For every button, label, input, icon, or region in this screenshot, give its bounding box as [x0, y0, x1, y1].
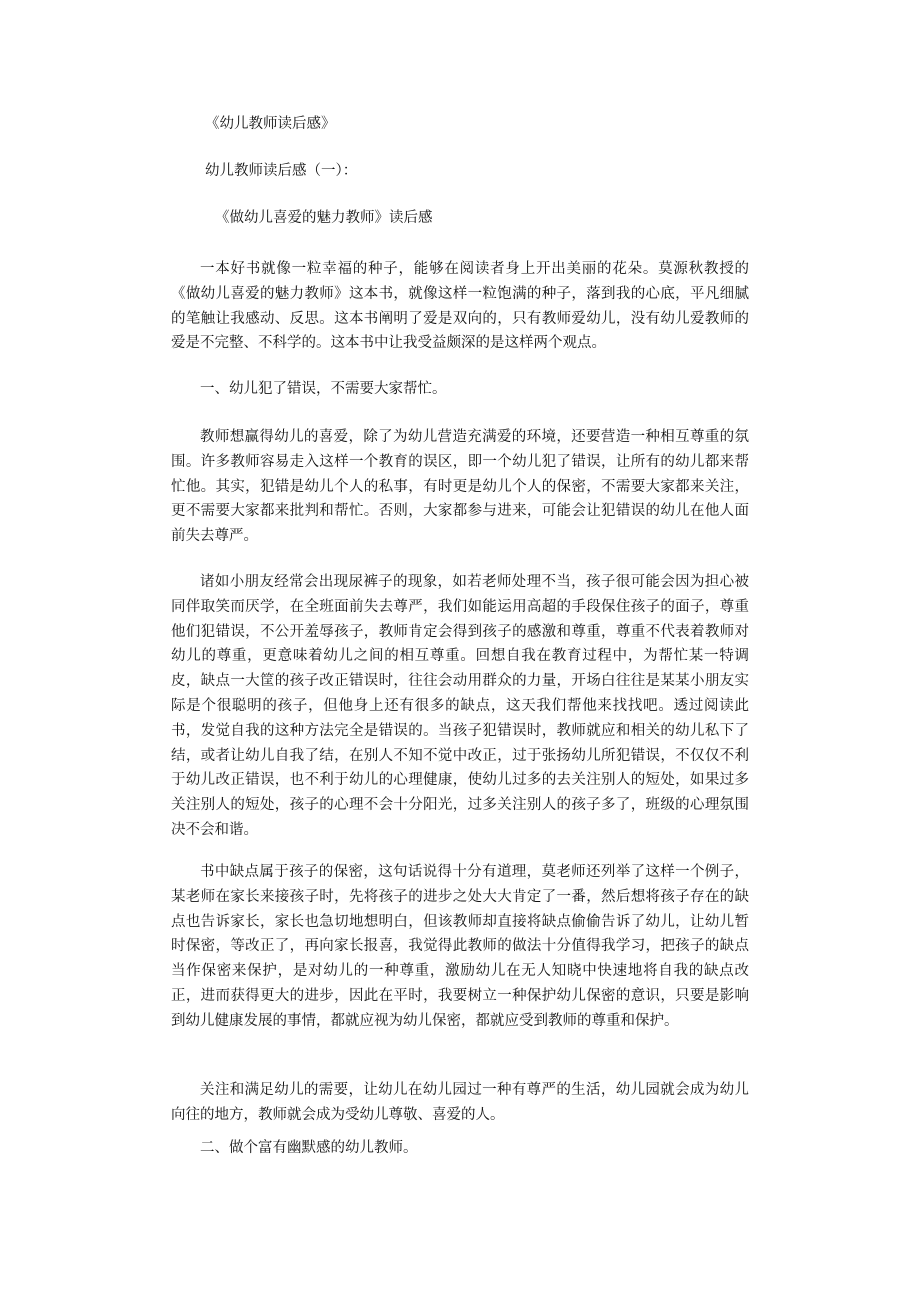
- section-heading-1: 一、幼儿犯了错误，不需要大家帮忙。: [200, 381, 447, 397]
- paragraph-secret: 书中缺点属于孩子的保密，这句话说得十分有道理，莫老师还列举了这样一个例子，某老师在家长来接孩子时，先将孩子的进步之处大大肯定了一番，然后想将孩子存在的缺点也告诉家长，家长也急切地想明白，但该教师却直接将缺点偷偷告诉了幼儿，让幼儿暂时保密，等改正了，再向家长报喜，我觉得此教师的做法十分值得我学习，把孩子的缺点当作保密来保护，是对幼儿的一种尊重，激励幼儿在无人知晓中快速地将自我的缺点改正，进而获得更大的进步，因此在平时，我要树立一种保护幼儿保密的意识，只要是影响到幼儿健康发展的事情，都就应视为幼儿保密，都就应受到教师的尊重和保护。: [171, 864, 749, 1029]
- paragraph-intro: 一本好书就像一粒幸福的种子，能够在阅读者身上开出美丽的花朵。莫源秋教授的《做幼儿喜爱的魅力教师》这本书，就像这样一粒饱满的种子，落到我的心底，平凡细腻的笔触让我感动、反思。这本书阐明了爱是双向的，只有教师爱幼儿，没有幼儿爱教师的爱是不完整、不科学的。这本书中让我受益颇深的是这样两个观点。: [171, 261, 749, 352]
- book-heading: 《做幼儿喜爱的魅力教师》读后感: [215, 210, 433, 226]
- paragraph-respect: 教师想赢得幼儿的喜爱，除了为幼儿营造充满爱的环境，还要营造一种相互尊重的氛围。许多教师容易走入这样一个教育的误区，即一个幼儿犯了错误，让所有的幼儿都来帮忙他。其实，犯错是幼儿个人的私事，有时更是幼儿个人的保密，不需要大家都来关注，更不需要大家都来批判和帮忙。否则，大家都参与进来，可能会让犯错误的幼儿在他人面前失去尊严。: [171, 429, 749, 545]
- paragraph-example: 诸如小朋友经常会出现尿裤子的现象，如若老师处理不当，孩子很可能会因为担心被同伴取笑而厌学，在全班面前失去尊严，我们如能运用高超的手段保住孩子的面子，尊重他们犯错误，不公开羞辱孩子，教师肯定会得到孩子的感激和尊重，尊重不代表着教师对幼儿的尊重，更意味着幼儿之间的相互尊重。回想自我在教育过程中，为帮忙某一特调皮，缺点一大筐的孩子改正错误时，往往会动用群众的力量，开场白往往是某某小朋友实际是个很聪明的孩子，但他身上还有很多的缺点，这天我们帮他来找找吧。透过阅读此书，发觉自我的这种方法完全是错误的。当孩子犯错误时，教师就应和相关的幼儿私下了结，或者让幼儿自我了结，在别人不知不觉中改正，过于张扬幼儿所犯错误，不仅仅不利于幼儿改正错误，也不利于幼儿的心理健康，使幼儿过多的去关注别人的短处，如果过多关注别人的短处，孩子的心理不会十分阳光，过多关注别人的孩子多了，班级的心理氛围决不会和谐。: [171, 574, 749, 838]
- document-subtitle: 幼儿教师读后感（一）：: [205, 163, 358, 179]
- paragraph-needs: 关注和满足幼儿的需要，让幼儿在幼儿园过一种有尊严的生活，幼儿园就会成为幼儿向往的地方，教师就会成为受幼儿尊敬、喜爱的人。: [171, 1082, 749, 1123]
- document-title: 《幼儿教师读后感》: [205, 116, 336, 132]
- section-heading-2: 二、做个富有幽默感的幼儿教师。: [200, 1140, 418, 1156]
